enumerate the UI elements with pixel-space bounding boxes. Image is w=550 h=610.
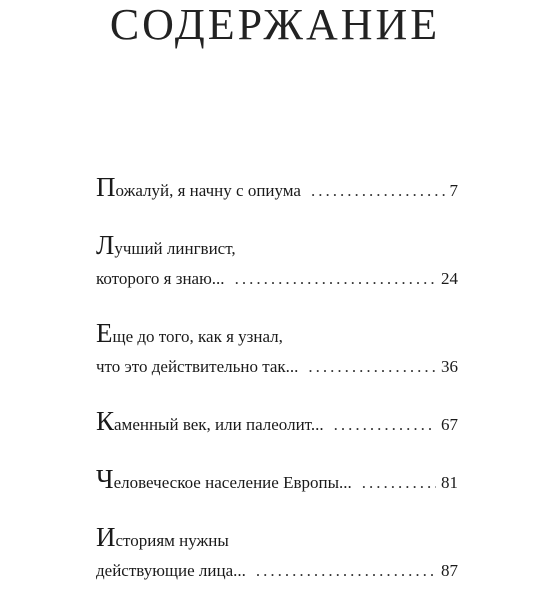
toc-page-number: 36 bbox=[441, 357, 458, 376]
dot-leader bbox=[308, 352, 436, 382]
toc-page-number: 7 bbox=[449, 181, 458, 200]
toc-entry-line bbox=[96, 230, 458, 264]
page-title: СОДЕРЖАНИЕ bbox=[109, 0, 441, 49]
toc-entry-initial: Л bbox=[96, 230, 115, 260]
toc-entry-title bbox=[96, 318, 283, 352]
toc-entry-title-text: ожалуй, я начну с опиума bbox=[115, 181, 301, 200]
toc-entry bbox=[96, 522, 458, 586]
toc-entry-title-continuation: действующие лица... bbox=[96, 561, 246, 580]
toc-entry-line bbox=[96, 318, 458, 352]
toc-entry-line bbox=[96, 264, 458, 294]
toc-entry-title bbox=[96, 464, 352, 498]
toc-entry-initial: Ч bbox=[96, 464, 114, 494]
toc-entry-title-continuation: что это действительно так... bbox=[96, 357, 299, 376]
toc-entry-line bbox=[96, 464, 458, 498]
toc-page-number: 87 bbox=[441, 561, 458, 580]
dot-leader bbox=[235, 264, 436, 294]
toc-entry bbox=[96, 172, 458, 206]
toc-entry-initial: Е bbox=[96, 318, 113, 348]
toc-entry-line bbox=[96, 556, 458, 586]
dot-leader bbox=[311, 176, 445, 206]
toc-entry-title-text: учший лингвист, bbox=[114, 239, 236, 258]
toc-entry-title bbox=[96, 172, 301, 206]
dot-leader bbox=[256, 556, 436, 586]
toc-page-number: 24 bbox=[441, 269, 458, 288]
toc-entry-title bbox=[96, 406, 324, 440]
toc-page-number: 81 bbox=[441, 473, 458, 492]
toc-entry-title-text: ще до того, как я узнал, bbox=[112, 327, 283, 346]
toc-entry bbox=[96, 406, 458, 440]
toc-entry-line bbox=[96, 406, 458, 440]
toc-page-number: 67 bbox=[441, 415, 458, 434]
toc-entry-title-continuation: которого я знаю... bbox=[96, 269, 225, 288]
dot-leader bbox=[334, 410, 436, 440]
toc-entry-title-text: еловеческое население Европы... bbox=[113, 473, 352, 492]
toc-entry-title-text: аменный век, или палеолит... bbox=[114, 415, 324, 434]
toc-entry-title-text: сториям нужны bbox=[115, 531, 229, 550]
toc-entry-line bbox=[96, 352, 458, 382]
toc-entry-title bbox=[96, 230, 236, 264]
toc-entry-initial: П bbox=[96, 172, 116, 202]
toc-entry-initial: К bbox=[96, 406, 115, 436]
toc-entry bbox=[96, 318, 458, 382]
toc-entry-line bbox=[96, 172, 458, 206]
toc-entry bbox=[96, 230, 458, 294]
toc-entry-title bbox=[96, 522, 229, 556]
toc-entry-line bbox=[96, 522, 458, 556]
toc-entry-initial: И bbox=[96, 522, 116, 552]
dot-leader bbox=[362, 468, 436, 498]
toc-entry bbox=[96, 464, 458, 498]
table-of-contents bbox=[96, 172, 458, 610]
